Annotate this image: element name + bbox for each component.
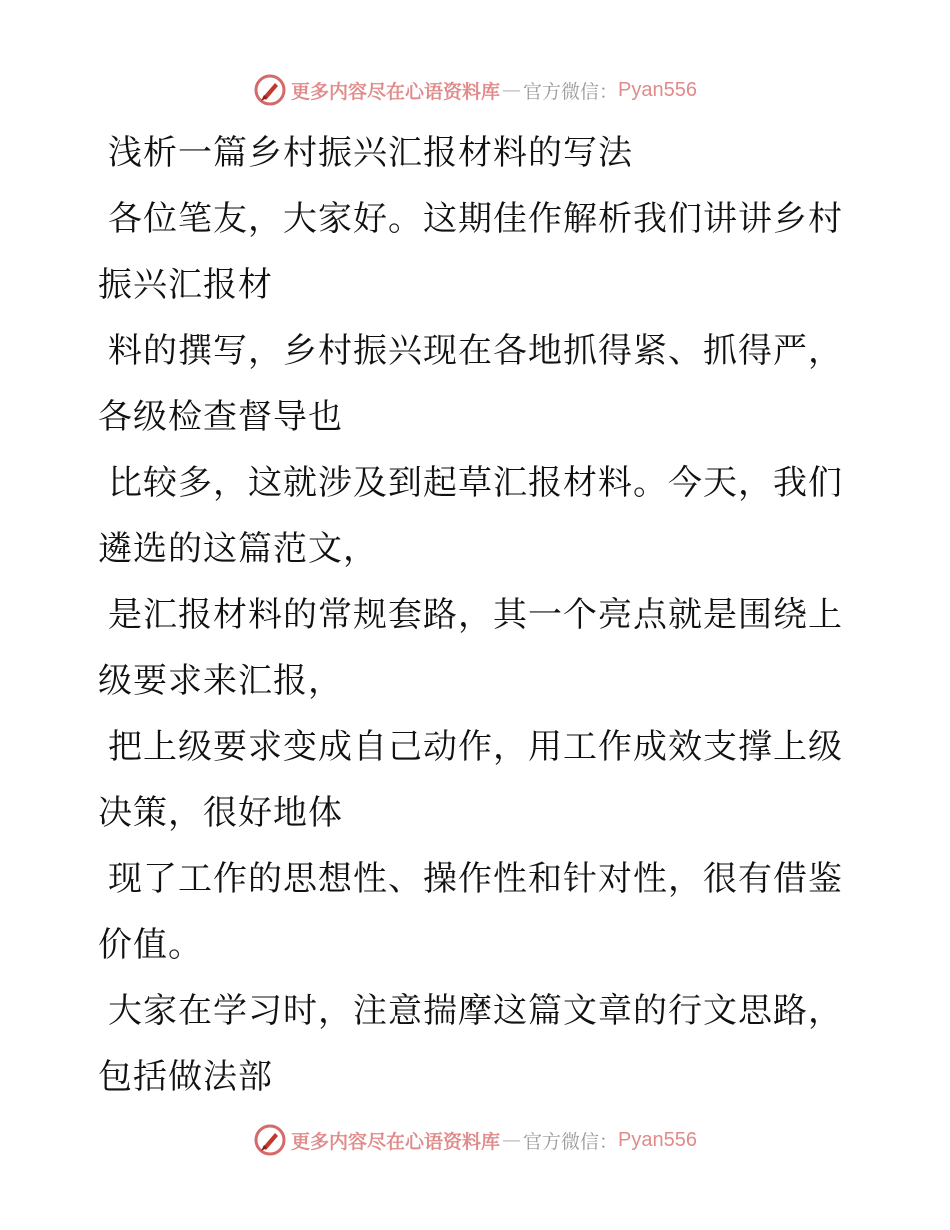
watermark-wechat-id: Pyan556 [618,78,697,101]
watermark-wechat-label: 官方微信： [523,80,619,103]
paragraph-line: 包括做法部 [98,1057,273,1097]
document-body [98,120,843,1110]
watermark-brand-text: 更多内容尽在心语资料库 [291,1130,501,1153]
watermark-separator: — [502,79,522,101]
paragraph-line: 价值。 [98,925,203,965]
paragraph-line: 决策，很好地体 [98,793,343,833]
paragraph-line: 现了工作的思想性、操作性和针对性，很有借鉴 [108,859,843,899]
footer-watermark [0,1120,950,1160]
document-title: 浅析一篇乡村振兴汇报材料的写法 [108,133,633,173]
paragraph-line: 各级检查督导也 [98,397,343,437]
watermark-wechat-id: Pyan556 [618,1128,697,1151]
watermark-brand-text: 更多内容尽在心语资料库 [291,80,501,103]
pen-logo-icon [253,73,287,107]
paragraph-line: 把上级要求变成自己动作，用工作成效支撑上级 [108,727,843,767]
paragraph-line: 振兴汇报材 [98,265,273,305]
watermark-separator: — [502,1129,522,1151]
paragraph-line: 大家在学习时，注意揣摩这篇文章的行文思路， [108,991,843,1031]
paragraph-line: 遴选的这篇范文， [98,529,378,569]
paragraph-line: 各位笔友，大家好。这期佳作解析我们讲讲乡村 [108,199,843,239]
paragraph-line: 级要求来汇报， [98,661,343,701]
watermark-wechat-label: 官方微信： [523,1130,619,1153]
paragraph-line: 比较多，这就涉及到起草汇报材料。今天，我们 [108,463,843,503]
header-watermark [0,70,950,110]
paragraph-line: 是汇报材料的常规套路，其一个亮点就是围绕上 [108,595,843,635]
paragraph-line: 料的撰写，乡村振兴现在各地抓得紧、抓得严， [108,331,843,371]
pen-logo-icon [253,1123,287,1157]
